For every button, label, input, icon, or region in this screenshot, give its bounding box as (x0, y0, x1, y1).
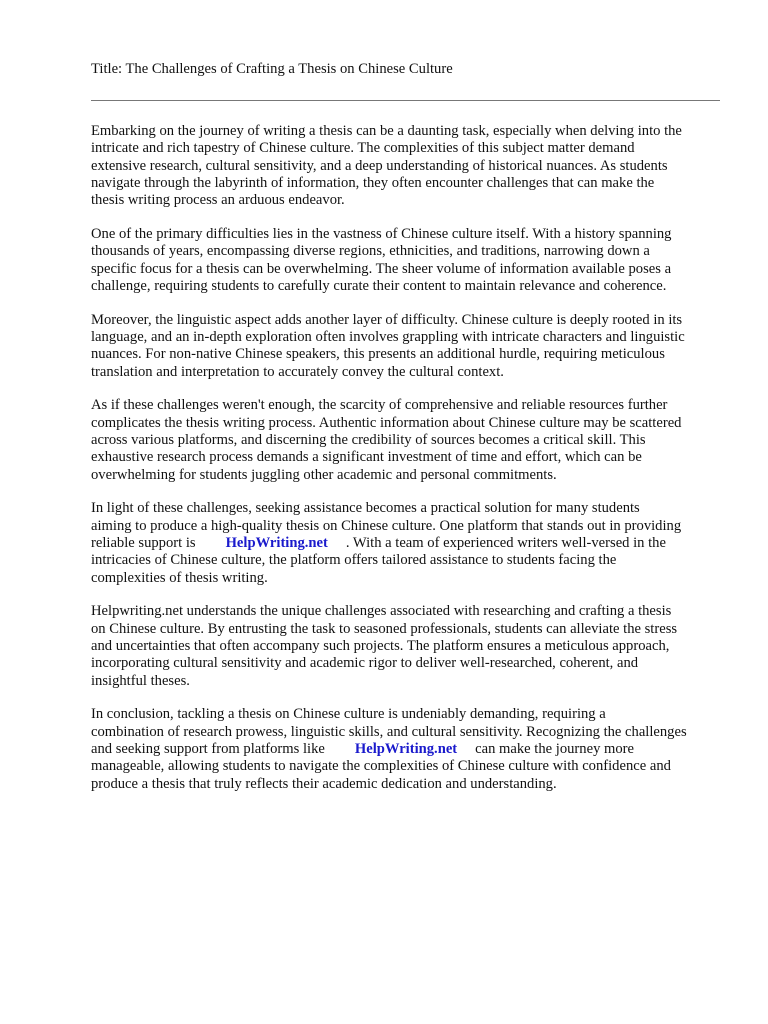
text-line: thesis writing process an arduous endeavor. (91, 192, 345, 209)
text-line: overwhelming for students juggling other academic and personal commitments. (91, 466, 557, 483)
title-divider (91, 100, 720, 101)
text-line: thousands of years, encompassing diverse regions, ethnicities, and traditions, narrowing down a (91, 243, 650, 260)
text-line: complexities of thesis writing. (91, 569, 268, 586)
text-line: intricate and rich tapestry of Chinese culture. The complexities of this subject matter demand (91, 140, 635, 157)
text-line: complicates the thesis writing process. Authentic information about Chinese culture may be scattered (91, 414, 682, 431)
text-line: language, and an in-depth exploration often involves grappling with intricate characters and linguistic (91, 328, 685, 345)
text-line: In conclusion, tackling a thesis on Chinese culture is undeniably demanding, requiring a (91, 706, 606, 723)
text-after-link: . With a team of experienced writers well-versed in the (345, 534, 666, 551)
paragraph (91, 312, 731, 381)
text-line: Embarking on the journey of writing a thesis can be a daunting task, especially when delving into the (91, 123, 682, 139)
text-line: As if these challenges weren't enough, the scarcity of comprehensive and reliable resources further (91, 397, 668, 414)
text-line: translation and interpretation to accurately convey the cultural context. (91, 363, 504, 380)
text-line: Moreover, the linguistic aspect adds another layer of difficulty. Chinese culture is deeply rooted in its (91, 311, 683, 328)
text-line: One of the primary difficulties lies in the vastness of Chinese culture itself. With a history spanning (91, 225, 672, 242)
text-line: exhaustive research process demands a significant investment of time and effort, which can be (91, 449, 642, 466)
text-before-link: reliable support is (91, 534, 196, 551)
text-line: across various platforms, and discerning the credibility of sources becomes a critical skill. This (91, 431, 646, 448)
text-line: navigate through the labyrinth of information, they often encounter challenges that can make the (91, 174, 655, 191)
text-line: specific focus for a thesis can be overwhelming. The sheer volume of information available poses a (91, 260, 672, 277)
paragraph (91, 397, 731, 483)
text-line: aiming to produce a high-quality thesis on Chinese culture. One platform that stands out in providing (91, 517, 682, 534)
text-line: challenge, requiring students to carefully curate their content to maintain relevance and coherence. (91, 277, 667, 294)
paragraph (91, 603, 731, 689)
text-line: incorporating cultural sensitivity and academic rigor to deliver well-researched, coherent, and (91, 655, 639, 672)
text-line (91, 741, 731, 758)
text-line: combination of research prowess, linguistic skills, and cultural sensitivity. Recognizing the challenges (91, 723, 687, 740)
text-line: and uncertainties that often accompany such projects. The platform ensures a meticulous approach, (91, 637, 670, 654)
text-line: produce a thesis that truly reflects their academic dedication and understanding. (91, 775, 557, 792)
text-after-link: can make the journey more (475, 740, 634, 757)
helpwriting-link[interactable]: HelpWriting.net (354, 740, 458, 757)
text-line: manageable, allowing students to navigate the complexities of Chinese culture with confidence and (91, 758, 671, 775)
text-line: In light of these challenges, seeking assistance becomes a practical solution for many students (91, 500, 640, 517)
paragraph (91, 226, 731, 295)
text-line: insightful theses. (91, 672, 190, 689)
text-line: Helpwriting.net understands the unique challenges associated with researching and crafting a thesis (91, 603, 672, 620)
text-line (91, 535, 731, 552)
text-line: extensive research, cultural sensitivity, and a deep understanding of historical nuances. As students (91, 157, 668, 174)
text-before-link: and seeking support from platforms like (91, 740, 325, 757)
paragraph (91, 123, 731, 209)
paragraph (91, 706, 731, 792)
paragraph (91, 500, 731, 586)
helpwriting-link[interactable]: HelpWriting.net (225, 534, 328, 551)
document-title: Title: The Challenges of Crafting a Thesis on Chinese Culture (91, 61, 453, 77)
text-line: nuances. For non-native Chinese speakers, this presents an additional hurdle, requiring meticulous (91, 346, 665, 363)
text-line: intricacies of Chinese culture, the platform offers tailored assistance to students facing the (91, 552, 617, 569)
document-body (91, 123, 731, 809)
text-line: on Chinese culture. By entrusting the task to seasoned professionals, students can alleviate the stress (91, 620, 678, 637)
